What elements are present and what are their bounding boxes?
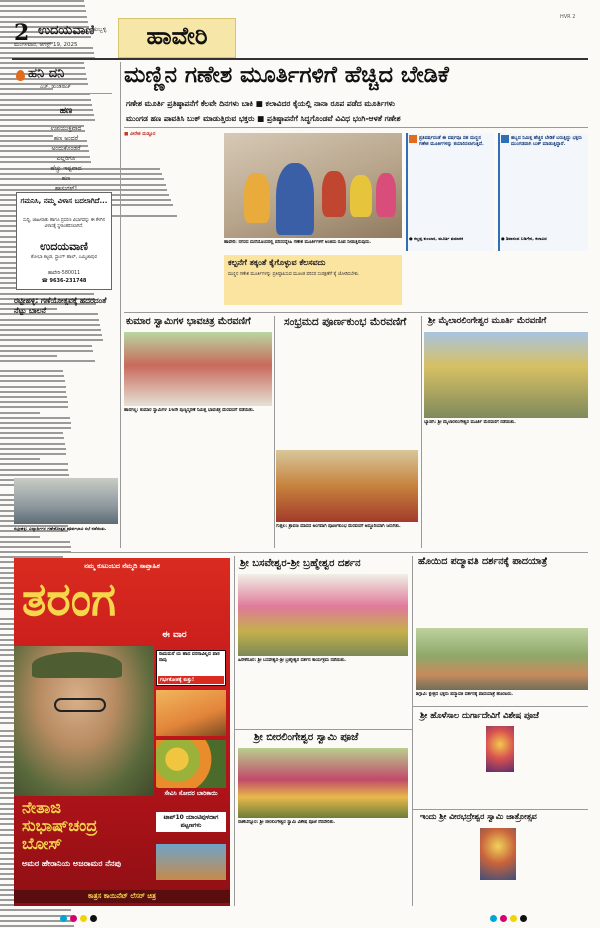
black-dot — [90, 915, 97, 922]
text-line — [0, 5, 85, 7]
quote-box-1 — [406, 133, 494, 251]
mailara-caption: ಬ್ಯಾಡಗಿ: ಶ್ರೀ ಮೈಲಾರಲಿಂಗೇಶ್ವರ ಮೂರ್ತಿ ಮೆರವಣಿಗೆ ನಡೆಯಿತು. — [424, 420, 516, 425]
text-line — [0, 546, 71, 548]
text-line — [0, 380, 65, 382]
quote-2-author: ● ಶಿವಾನಂದ ಬಡಿಗೇರ, ಕಲಾವಿದ — [501, 236, 547, 241]
address-pin: ಹಾವೇರಿ-580011 — [47, 271, 81, 276]
column-rule — [274, 316, 275, 548]
veerabhadreshwara-headline: ಇಂದು ಶ್ರೀ ವೀರಭದ್ರೇಶ್ವರ ಸ್ವಾಮಿ ಜಾತ್ರೋತ್ಸವ — [420, 812, 537, 821]
column-rule — [412, 809, 588, 810]
text-line — [0, 62, 84, 64]
lead-strip-note: ಮಣ್ಣಿನ ಗಣೇಶ ಮೂರ್ತಿಗಳನ್ನು ಪ್ರತಿಷ್ಠಾಪಿಸುವ ಮೂಲಕ ಪರಿಸರ ಸಂರಕ್ಷಣೆಗೆ ಕೈ ಜೋಡಿಸಬೇಕು. — [228, 272, 360, 277]
lead-strip-title: ಕಲ್ಪನೆಗೆ ತಕ್ಕಂತೆ ಕೈಗೊಳ್ಳುವ ಕೆಲಸವದು — [228, 258, 326, 267]
yellow-dot — [510, 915, 517, 922]
beeralingeshwara-photo — [238, 748, 408, 818]
tharanga-promo-3-photo — [156, 844, 226, 880]
person-figure — [276, 163, 314, 235]
edition-label: ಹುಬ್ಬಳ್ಳಿ — [92, 26, 107, 33]
lead-rule — [124, 127, 588, 128]
padayatra-photo — [416, 628, 588, 690]
poem-line: ಹಾಸುಗಳ್! — [54, 185, 78, 192]
padayatra-headline: ಹೊಯಿದ ಪದ್ಮಾವತಿ ದರ್ಶನಕ್ಕೆ ಪಾದಯಾತ್ರೆ — [418, 556, 548, 567]
yellow-dot — [80, 915, 87, 922]
text-line — [0, 350, 93, 352]
text-line — [0, 391, 66, 393]
honey-poem — [16, 124, 116, 194]
magenta-dot — [70, 915, 77, 922]
text-line — [0, 334, 102, 336]
text-line — [0, 541, 70, 543]
text-line — [0, 0, 84, 2]
quote-box-2 — [498, 133, 588, 251]
tharanga-promo-1-text: ರಾಮಮನೆ ಯ ಹಾದ ವರನಾವಿಲ್ಲದ ಪಾಠ ನಾವು — [159, 652, 220, 663]
poem-line: ಹೆಚ್ಚು ಇಷ್ಟವಾದ — [50, 165, 82, 172]
text-line — [0, 469, 68, 471]
lead-headline: ಮಣ್ಣಿನ ಗಣೇಶ ಮೂರ್ತಿಗಳಿಗೆ ಹೆಚ್ಚಿದ ಬೇಡಿಕೆ — [124, 62, 449, 88]
address-brand: ಉದಯವಾಣಿ — [40, 240, 88, 253]
registration-marks — [0, 912, 600, 926]
text-line — [0, 386, 66, 388]
kumara-headline: ಕುಮಾರ ಸ್ವಾಮಿಗಳ ಭಾವಚಿತ್ರ ಮೆರವಣಿಗೆ — [126, 316, 251, 327]
quote-2-text: ಹಬ್ಬದ ನಿಮಿತ್ತ ಹೆಚ್ಚಿನ ಬೇಡಿಕೆ ಬರುತ್ತಿದ್ದು ಭಕ್ತರು ಮುಂಗಡವಾಗಿ ಬುಕ್ ಮಾಡುತ್ತಿದ್ದಾರೆ. — [511, 136, 582, 147]
tharanga-feature-3: ಬೋಸ್ — [22, 834, 63, 853]
text-line — [0, 427, 71, 429]
address-phone: ☎ 9636-231748 — [41, 278, 87, 284]
column-rule — [120, 62, 121, 548]
honey-divider — [16, 93, 112, 94]
cyan-dot — [60, 915, 67, 922]
idol-figure — [322, 171, 346, 217]
honey-logo-drop — [16, 70, 25, 81]
lead-subline-2: ಮುಂಗಡ ಹಣ ಪಾವತಿಸಿ ಬುಕ್ ಮಾಡುತ್ತಿರುವ ಭಕ್ತರು ■ ಪ್ರತಿಷ್ಠಾಪನೆಗೆ ಸಿದ್ಧಗೊಂಡವೆ ವಿವಿಧ ಭಂಗಿ-ಆಳತೆ ಗಣೇಶ — [126, 114, 401, 123]
basaveshwara-photo — [238, 574, 408, 656]
text-line — [0, 293, 94, 295]
text-line — [0, 422, 71, 424]
text-line — [0, 412, 40, 414]
kumbha-caption: ಗುತ್ತಲ: ಶ್ರಾವಣ ಮಾಸದ ಅಂಗವಾಗಿ ಪೂರ್ಣಕುಂಭ ಮೆರವಣಿಗೆ ಅದ್ದೂರಿಯಾಗಿ ಜರುಗಿತು. — [276, 524, 401, 529]
rally-headline: ರಟ್ಟೀಹಳ್ಳಿ: ಗಣೆಯೋತ್ಸವಕ್ಕೆ ಹದರದಂತೆ ನೆಟ್ಟು ಬಾಲನೆ — [14, 296, 107, 315]
beeralingeshwara-headline: ಶ್ರೀ ಬೀರಲಿಂಗೇಶ್ವರ ಸ್ವಾಮಿ ಪೂಜೆ — [254, 732, 359, 743]
text-line — [0, 99, 91, 101]
text-line — [0, 345, 92, 347]
column-rule — [412, 556, 413, 906]
tharanga-footer: ಕಾತ್ರಸ ಕಾಯಿನೆಟ್ ಲೆಸರ್ ಚಿತ್ರ — [14, 890, 230, 903]
tharanga-feature-2: ಸುಭಾಷ್‌ಚಂದ್ರ — [22, 816, 98, 835]
lead-photo-ganesha-idols — [224, 133, 402, 238]
tharanga-feature-line: ಅಮರ ಹೇರಾನಿಯ ಅಜರಾಮರ ನೆನಪು — [22, 859, 121, 868]
glasses-shape — [54, 698, 106, 712]
column-rule — [234, 556, 235, 906]
idol-figure — [244, 173, 270, 223]
tharanga-promo-2: ಸೇವಿಸಿ ಸೋದರ ಬಾರಿಕಾಯಿ — [164, 790, 218, 797]
text-line — [0, 401, 68, 403]
text-line — [0, 463, 68, 465]
quote-icon — [409, 135, 417, 143]
kumara-body-col-1 — [0, 370, 72, 494]
honey-title: ಹಣ — [59, 106, 73, 116]
column-rule — [234, 729, 412, 730]
rally-caption: ರಟ್ಟೀಹಳ್ಳಿ: ವಿದ್ಯಾರ್ಥಿಗಳ ಗಣೇಶೋತ್ಸವ ಪೂರ್ವಭಾವಿ ಸಭೆ ನಡೆಯಿತು. — [14, 526, 107, 531]
text-line — [0, 437, 64, 439]
quote-icon — [501, 135, 509, 143]
page-number: 2 — [14, 20, 30, 46]
poem-line: ಹಣ — [61, 175, 71, 182]
magenta-dot — [500, 915, 507, 922]
padayatra-caption: ಶಿಗ್ಗಾವಿ: ಕ್ಷೇತ್ರದ ಭಕ್ತರು ಪದ್ಮಾವತಿ ದರ್ಶನಕ್ಕೆ ಪಾದಯಾತ್ರೆ ಹೊರಟರು. — [416, 692, 514, 697]
tharanga-tagline: ನಮ್ಮ ಕುಟುಂಬದ ನೆಮ್ಮದಿ ಸಾಪ್ತಾಹಿಕ — [84, 562, 160, 570]
address-text: ಶೋಭಾ ಕಟ್ಟಡ, ಸ್ಟ್ರಾಂಗ್ ಹಾಲ್, ಎಮ್ಮಿಜಾಪುರ — [30, 255, 98, 260]
tharanga-feature-1: ನೇತಾಜಿ — [22, 798, 62, 817]
column-rule — [412, 706, 588, 707]
text-line — [0, 432, 63, 434]
address-change-body: ಸುದ್ದಿ, ಜಾಹೀರಾತು ಹಾಗೂ ಪ್ರಸರಣ ವಿಭಾಗವನ್ನು ಈ ಕೆಳಗಿನ ವಿಳಾಸಕ್ಕೆ ಸ್ಥಳಾಂತರಿಸಲಾಗಿದೆ. — [22, 218, 106, 229]
quote-1-author: ● ಕಲ್ಲಪ್ಪ ಕುಂಬಾರ, ಮೂರ್ತಿ ತಯಾರಕ — [409, 236, 464, 241]
header-rule — [12, 58, 588, 60]
mailara-photo — [424, 332, 588, 418]
kumara-caption: ಹಾನಗಲ್ಲ: ಕುಮಾರ ಸ್ವಾಮಿಗಳ 16ನೇ ಪುಣ್ಯಸ್ಮರಣೆ ನಿಮಿತ್ತ ಭಾವಚಿತ್ರ ಮೆರವಣಿಗೆ ನಡೆಯಿತು. — [124, 408, 255, 413]
text-line — [0, 10, 86, 12]
text-line — [0, 448, 66, 450]
beeralingeshwara-caption: ರಾಣೆಬೆನ್ನೂರ: ಶ್ರೀ ಬೀರಲಿಂಗೇಶ್ವರ ಸ್ವಾಮಿ ವಿಶೇಷ ಪೂಜೆ ನೆರವೇರಿತು. — [238, 820, 336, 825]
address-change-heading: ಗಮನಿಸಿ, ನಮ್ಮ ವಿಳಾಸ ಬದಲಾಗಿದೆ... — [20, 197, 108, 205]
text-line — [0, 329, 101, 331]
text-line — [0, 319, 99, 321]
text-line — [0, 453, 66, 455]
rally-photo — [14, 478, 118, 524]
lead-photo-caption: ಹಾವೇರಿ: ನಗರದ ಮನೆಯೊಂದರಲ್ಲಿ ಪರಿಸರಸ್ನೇಹಿ ಗಣೇಶ ಮೂರ್ತಿಗಳಿಗೆ ಅಂತಿಮ ರೂಪ ನೀಡುತ್ತಿರುವುದು. — [224, 240, 372, 245]
text-line — [0, 119, 95, 121]
black-dot — [520, 915, 527, 922]
kumbha-headline: ಸಂಭ್ರಮದ ಪೂರ್ಣಕುಂಭ ಮೆರವಣಿಗೆ — [284, 316, 407, 328]
veerabhadreshwara-photo — [480, 828, 516, 880]
text-line — [0, 458, 40, 460]
text-line — [0, 370, 63, 372]
holesala-photo-deity — [486, 726, 514, 772]
page-code: HVR 2 — [560, 14, 576, 20]
text-line — [0, 339, 103, 341]
netaji-portrait — [14, 646, 154, 796]
lead-subline-1: ಗಣೇಶ ಮೂರ್ತಿ ಪ್ರತಿಷ್ಠಾಪನೆಗೆ ಕೆಲವೇ ದಿನಗಳು ಬಾಕಿ ■ ಕಲಾವಿದರ ಕೈಯಲ್ಲಿ ನಾನಾ ರೂಪ ಪಡೆದ ಮೂರ್ತಿಗಳು — [126, 99, 396, 108]
district-name: ಹಾವೇರಿ — [146, 22, 208, 50]
kumbha-photo — [276, 450, 418, 522]
section-rule — [124, 312, 588, 313]
basaveshwara-headline: ಶ್ರೀ ಬಸವೇಶ್ವರ-ಶ್ರೀ ಬ್ರಹ್ಮೇಶ್ವರ ದರ್ಶನ — [240, 558, 361, 569]
honey-author: ಎಚ್. ಡುಂಡಿರಾಜ್ — [40, 84, 71, 90]
text-line — [0, 375, 64, 377]
poem-line: ಉಪಯುಕ್ತವಾದ — [50, 125, 82, 132]
holesala-headline: ಶ್ರೀ ಹೊಳೆಸಾಲ ದುರ್ಗಾದೇವಿಗೆ ವಿಶೇಷ ಪೂಜೆ — [420, 710, 539, 720]
mailara-headline: ಶ್ರೀ ಮೈಲಾರಲಿಂಗೇಶ್ವರ ಮೂರ್ತಿ ಮೆರವಣಿಗೆ — [428, 316, 547, 326]
text-line — [0, 396, 67, 398]
tharanga-promo-3: ಟಾಪ್10 ಯಾಂಟಿಪುಳದಾಗ ಪಟ್ಟಣಗಳು — [156, 812, 226, 832]
tharanga-subtitle: ಈ ವಾರ — [162, 630, 187, 640]
text-line — [0, 360, 95, 362]
tharanga-ad[interactable] — [14, 558, 230, 906]
poem-line: ಅಂದುಕೊಂಡರೆ — [51, 145, 81, 152]
masthead-brand: ಉದಯವಾಣಿ — [38, 23, 95, 38]
tharanga-promo-fruit — [156, 740, 226, 788]
basaveshwara-caption: ಹಿರೇಕೆರೂರ: ಶ್ರೀ ಬಸವೇಶ್ವರ-ಶ್ರೀ ಬ್ರಹ್ಮೇಶ್ವರ ದರ್ಶನ ಕಾರ್ಯಕ್ರಮ ನಡೆಯಿತು. — [238, 658, 347, 663]
quote-1-text: ಪ್ರತಿವರ್ಷದಂತೆ ಈ ವರ್ಷವೂ ಸಹ ಮಣ್ಣಿನ ಗಣೇಶ ಮೂರ್ತಿಗಳನ್ನು ತಯಾರಿಸಲಾಗುತ್ತಿದೆ. — [419, 136, 484, 147]
idol-figure — [350, 175, 372, 217]
text-line — [0, 417, 70, 419]
poem-line: ಎಲ್ಲರಿಗೂ — [56, 155, 76, 162]
text-line — [0, 443, 65, 445]
honey-logo: ಹನಿ ದನಿ — [28, 66, 65, 81]
text-line — [0, 406, 68, 408]
text-line — [0, 324, 100, 326]
idol-figure — [376, 173, 396, 217]
kumara-photo-procession — [124, 332, 272, 406]
lead-byline: ■ ವೀರೇಶ ಮಡ್ಲೂರ — [124, 132, 156, 137]
text-line — [0, 355, 57, 357]
tharanga-promo-photo — [156, 690, 226, 736]
cap-shape — [32, 652, 122, 678]
text-line — [0, 16, 87, 18]
text-line — [0, 474, 69, 476]
cyan-dot — [490, 915, 497, 922]
date-line: ಮಂಗಳವಾರ, ಆಗಸ್ಟ್ 19, 2025 — [14, 42, 78, 48]
tharanga-title: ತರಂಗ — [22, 572, 116, 626]
text-line — [0, 52, 94, 54]
column-rule — [421, 316, 422, 548]
poem-line: ಹಣ ಅಂದರೆ — [53, 135, 79, 142]
section-rule — [12, 552, 588, 553]
tharanga-promo-1-sub: ಗಭ೯ಕೋಶಕ್ಕೆ ಕುತ್ತು! — [158, 676, 224, 684]
